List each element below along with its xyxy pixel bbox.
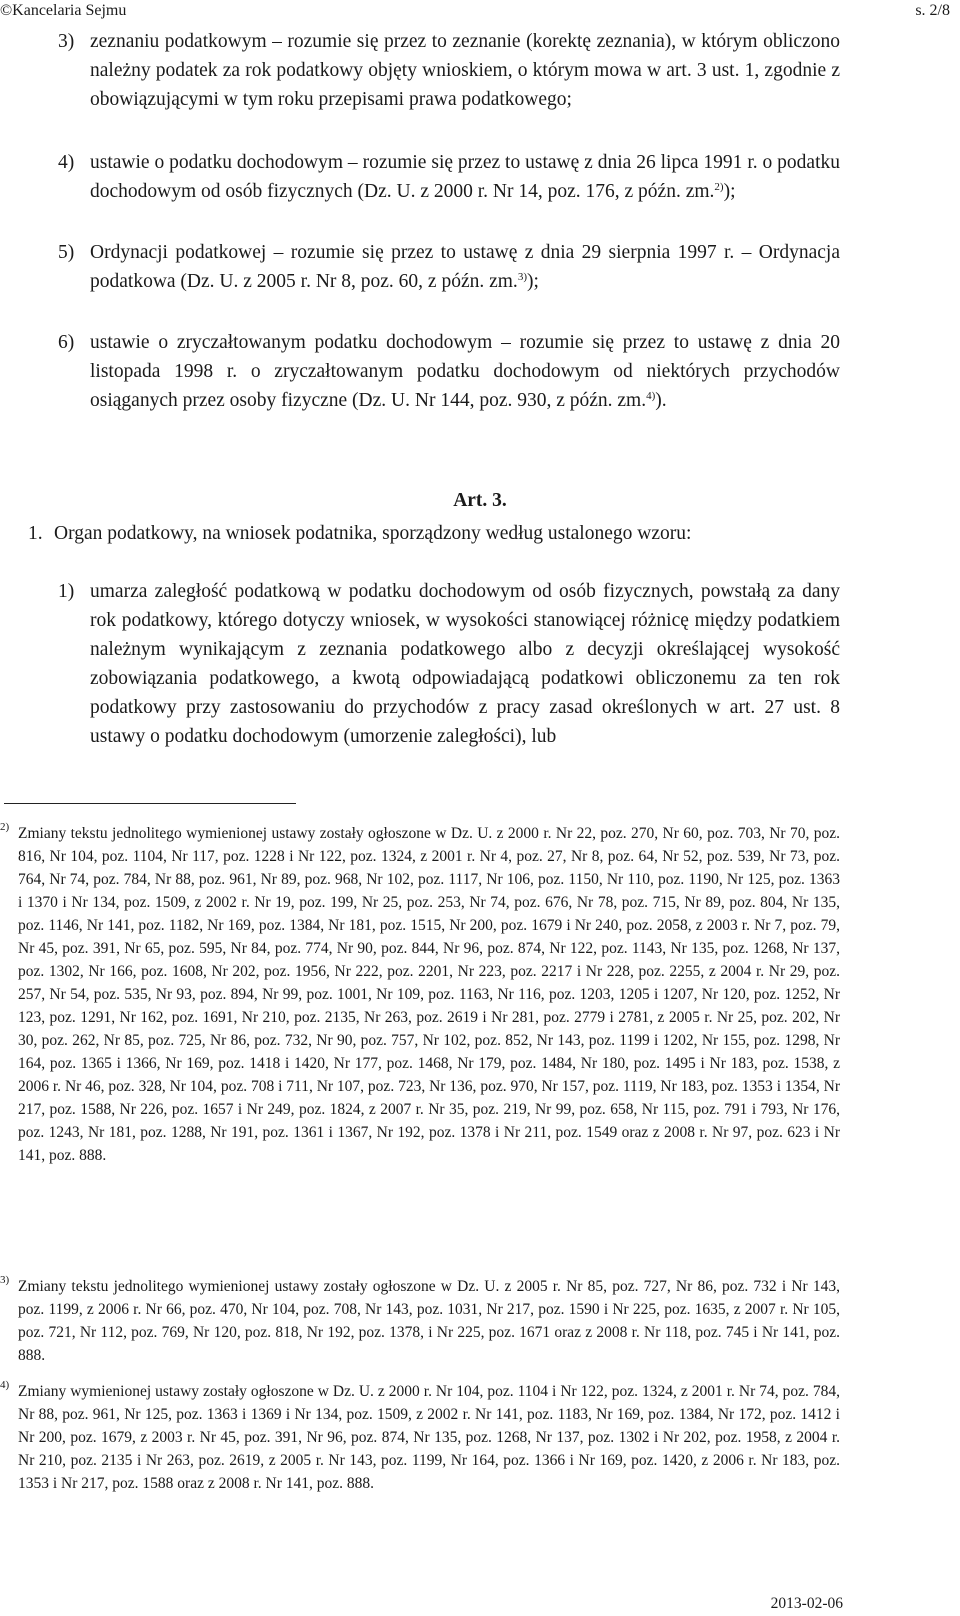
definition-number: 6) bbox=[58, 332, 75, 353]
article-point-1 bbox=[58, 577, 840, 751]
definition-item-6 bbox=[58, 328, 840, 415]
article-section bbox=[28, 519, 840, 548]
footnote-ref[interactable]: 2) bbox=[714, 181, 724, 193]
article-title: Art. 3. bbox=[453, 490, 507, 511]
definition-tail: ); bbox=[526, 271, 539, 292]
footnote-ref[interactable]: 4) bbox=[646, 390, 656, 402]
footnote-text: Zmiany tekstu jednolitego wymienionej ustawy zostały ogłoszone w Dz. U. z 2005 r. Nr 85, poz. 727, Nr 86, poz. 732 i Nr 143, poz. 1199, z 2006 r. Nr 66, poz. 470, Nr 104, poz. 708, Nr 143, poz. 1031, Nr 217, poz. 1590 i Nr 225, poz. 1635, z 2007 r. Nr 105, poz. 721, Nr 112, poz. 769, Nr 120, poz. 818, Nr 192, poz. 1378, i Nr 225, poz. 1671 oraz z 2008 r. Nr 118, poz. 745 i Nr 141, poz. 888. bbox=[18, 1278, 840, 1364]
definition-item-5 bbox=[58, 238, 840, 296]
definition-text: ustawie o zryczałtowanym podatku dochodowym – rozumie się przez to ustawę z dnia 20 listopada 1998 r. o zryczałtowanym podatku dochodowym od niektórych przychodów osiąganych przez osoby fizyczne (Dz. U. Nr 144, poz. 930, z późn. zm. bbox=[90, 332, 840, 411]
copyright-header: ©Kancelaria Sejmu bbox=[0, 2, 127, 19]
definition-item-4 bbox=[58, 148, 840, 206]
footnote-3 bbox=[0, 1275, 840, 1367]
footnote-ref[interactable]: 3) bbox=[517, 271, 527, 283]
footnote-text: Zmiany tekstu jednolitego wymienionej ustawy zostały ogłoszone w Dz. U. z 2000 r. Nr 22, poz. 270, Nr 60, poz. 703, Nr 70, poz. 816, Nr 104, poz. 1104, Nr 117, poz. 1228 i Nr 122, poz. 1324, z 2001 r. Nr 4, poz. 27, Nr 8, poz. 64, Nr 52, poz. 539, Nr 73, poz. 764, Nr 74, poz. 784, Nr 88, poz. 961, Nr 89, poz. 968, Nr 102, poz. 1117, Nr 106, poz. 1150, Nr 110, poz. 1190, Nr 125, poz. 1363 i 1370 i Nr 134, poz. 1509, z 2002 r. Nr 19, poz. 199, Nr 25, poz. 253, Nr 74, poz. 676, Nr 78, poz. 715, Nr 89, poz. 804, Nr 135, poz. 1146, Nr 141, poz. 1182, Nr 169, poz. 1384, Nr 181, poz. 1515, Nr 200, poz. 1679 i Nr 240, poz. 2058, z 2003 r. Nr 7, poz. 79, Nr 45, poz. 391, Nr 65, poz. 595, Nr 84, poz. 774, Nr 90, poz. 844, Nr 96, poz. 874, Nr 122, poz. 1143, Nr 135, poz. 1268, Nr 137, poz. 1302, Nr 166, poz. 1608, Nr 202, poz. 1956, Nr 222, poz. 2201, Nr 223, poz. 2217 i Nr 228, poz. 2255, z 2004 r. Nr 29, poz. 257, Nr 54, poz. 535, Nr 93, poz. 894, Nr 99, poz. 1001, Nr 109, poz. 1163, Nr 116, poz. 1203, 1205 i 1207, Nr 120, poz. 1252, Nr 123, poz. 1291, Nr 162, poz. 1691, Nr 210, poz. 2135, Nr 263, poz. 2619 i Nr 281, poz. 2779 i 2781, z 2005 r. Nr 25, poz. 202, Nr 30, poz. 262, Nr 85, poz. 725, Nr 86, poz. 732, Nr 90, poz. 757, Nr 102, poz. 852, Nr 143, poz. 1199 i 1202, Nr 155, poz. 1298, Nr 164, poz. 1365 i 1366, Nr 169, poz. 1418 i 1420, Nr 177, poz. 1468, Nr 179, poz. 1484, Nr 180, poz. 1495 i Nr 183, poz. 1538, z 2006 r. Nr 46, poz. 328, Nr 104, poz. 708 i 711, Nr 107, poz. 723, Nr 136, poz. 970, Nr 157, poz. 1119, Nr 183, poz. 1353 i 1354, Nr 217, poz. 1588, Nr 226, poz. 1657 i Nr 249, poz. 1824, z 2007 r. Nr 35, poz. 219, Nr 99, poz. 658, Nr 115, poz. 791 i 793, Nr 176, poz. 1243, Nr 181, poz. 1288, Nr 191, poz. 1361 i 1367, Nr 192, poz. 1378 i Nr 211, poz. 1549 oraz z 2008 r. Nr 97, poz. 623 i Nr 141, poz. 888. bbox=[18, 825, 840, 1164]
definition-number: 5) bbox=[58, 242, 75, 263]
point-number: 1) bbox=[58, 581, 75, 602]
definition-text: Ordynacji podatkowej – rozumie się przez to ustawę z dnia 29 sierpnia 1997 r. – Ordynacja podatkowa (Dz. U. z 2005 r. Nr 8, poz. 60, z późn. zm. bbox=[90, 242, 840, 292]
definition-tail: ). bbox=[655, 390, 667, 411]
definition-text: ustawie o podatku dochodowym – rozumie się przez to ustawę z dnia 26 lipca 1991 r. o podatku dochodowym od osób fizycznych (Dz. U. z 2000 r. Nr 14, poz. 176, z późn. zm. bbox=[90, 152, 840, 202]
footnote-mark: 3) bbox=[0, 1274, 10, 1286]
section-number: 1. bbox=[28, 523, 43, 544]
definition-number: 4) bbox=[58, 152, 75, 173]
definition-text: zeznaniu podatkowym – rozumie się przez to zeznanie (korektę zeznania), w którym obliczono należny podatek za rok podatkowy objęty wnioskiem, o którym mowa w art. 3 ust. 1, zgodnie z obowiązującymi w tym roku przepisami prawa podatkowego; bbox=[90, 31, 840, 110]
point-text: umarza zaległość podatkową w podatku dochodowym od osób fizycznych, powstałą za dany rok podatkowy, którego dotyczy wniosek, w wysokości stanowiącej różnicę między podatkiem należnym wynikającym z zeznania podatkowego albo z decyzji określającej wysokość zobowiązania podatkowego, a kwotą odpowiadającą podatkowi obliczonemu za ten rok podatkowy przy zastosowaniu do przychodów z pracy zasad określonych w art. 27 ust. 8 ustawy o podatku dochodowym (umorzenie zaległości), lub bbox=[90, 581, 840, 747]
footnote-mark: 2) bbox=[0, 821, 10, 833]
page-number: s. 2/8 bbox=[915, 2, 950, 19]
definition-number: 3) bbox=[58, 31, 75, 52]
definition-item-3 bbox=[58, 27, 840, 114]
footnote-text: Zmiany wymienionej ustawy zostały ogłoszone w Dz. U. z 2000 r. Nr 104, poz. 1104 i Nr 122, poz. 1324, z 2001 r. Nr 74, poz. 784, Nr 88, poz. 961, Nr 125, poz. 1363 i 1369 i Nr 134, poz. 1509, z 2002 r. Nr 141, poz. 1183, Nr 169, poz. 1384, Nr 172, poz. 1412 i Nr 200, poz. 1679, z 2003 r. Nr 45, poz. 391, Nr 96, poz. 874, Nr 135, poz. 1268, Nr 137, poz. 1302 i Nr 202, poz. 1958, z 2004 r. Nr 210, poz. 2135 i Nr 263, poz. 2619, z 2005 r. Nr 143, poz. 1199, Nr 164, poz. 1366 i Nr 169, poz. 1420, z 2006 r. Nr 183, poz. 1353 i Nr 217, poz. 1588 oraz z 2008 r. Nr 141, poz. 888. bbox=[18, 1383, 840, 1492]
footnote-separator bbox=[4, 803, 296, 804]
footnote-mark: 4) bbox=[0, 1379, 10, 1391]
definition-tail: ); bbox=[723, 181, 736, 202]
footnote-4 bbox=[0, 1380, 840, 1495]
footnote-2 bbox=[0, 822, 840, 1167]
section-text: Organ podatkowy, na wniosek podatnika, sporządzony według ustalonego wzoru: bbox=[54, 523, 692, 544]
document-date: 2013-02-06 bbox=[770, 1595, 843, 1612]
